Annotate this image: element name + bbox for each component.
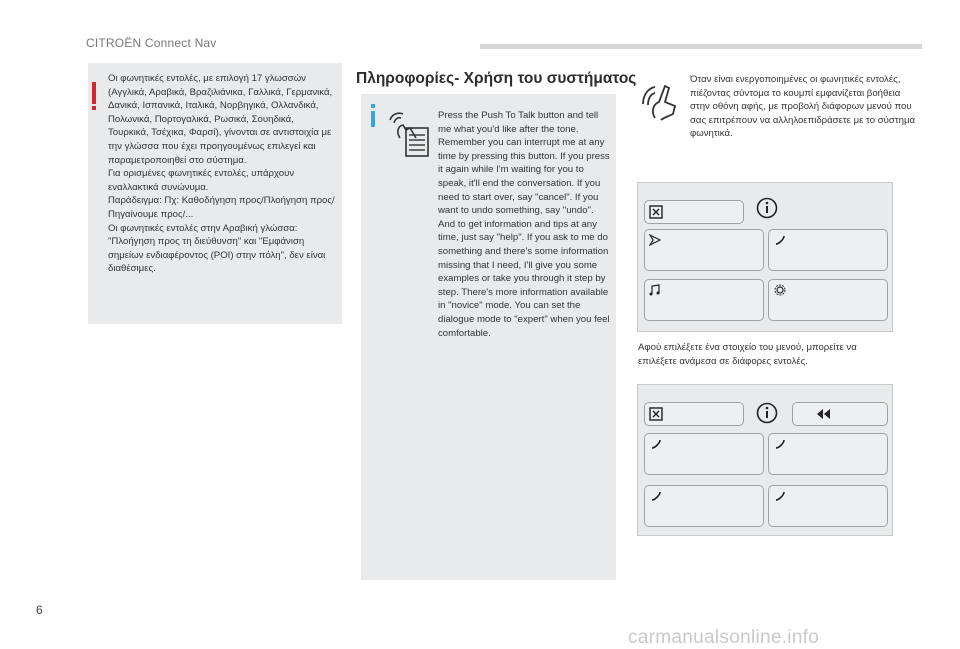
menu-commands-text: Αφού επιλέξετε ένα στοιχείο του μενού, μπορείτε να επιλέξετε ανάμεσα σε διάφορες εντολές. (638, 342, 857, 367)
info-icon[interactable] (756, 197, 778, 219)
phone-icon (650, 438, 662, 450)
section-title: Πληροφορίες- Χρήση του συστήματος (356, 70, 637, 87)
navigation-menu-button[interactable] (644, 229, 764, 271)
voice-menu-screen (637, 182, 893, 332)
phone-icon (650, 490, 662, 502)
close-button[interactable] (644, 200, 744, 224)
phone-icon (774, 490, 786, 502)
navigation-icon (649, 234, 661, 246)
close-x-icon (649, 407, 663, 421)
command-button[interactable] (644, 485, 764, 527)
push-to-talk-icon (386, 108, 432, 158)
phone-icon (774, 438, 786, 450)
header-title: CITROËN Connect Nav (86, 36, 217, 50)
music-menu-button[interactable] (644, 279, 764, 321)
info-icon[interactable] (756, 402, 778, 424)
back-button[interactable] (792, 402, 888, 426)
command-button[interactable] (644, 433, 764, 475)
music-icon (649, 284, 661, 296)
info-marker-icon (371, 111, 375, 127)
header-divider (480, 44, 922, 49)
voice-command-icon (641, 82, 681, 122)
phone-icon (774, 234, 786, 246)
voice-commands-screen (637, 384, 893, 536)
warning-icon-dot (92, 106, 96, 110)
close-x-icon (649, 205, 663, 219)
warning-icon (92, 82, 96, 104)
info-marker-dot (371, 104, 375, 108)
command-button[interactable] (768, 485, 888, 527)
close-button[interactable] (644, 402, 744, 426)
settings-icon (774, 284, 786, 296)
voice-help-intro: Όταν είναι ενεργοποιημένες οι φωνητικές εντολές, πιέζοντας σύντομα το κουμπί εμφανίζεται βοήθεια στην οθόνη αφής, με προβολή διάφορων μενού που σας επιτρέπουν να αλληλοεπιδράσετε με το σύστημα φωνητικά. (690, 74, 916, 140)
back-icon (815, 407, 831, 421)
info-text: Press the Push To Talk button and tell me what you'd like after the tone. Remember you can interrupt me at any time by pressing this button. If you press it again while I'm waiting for you to speak, it'll end the conversation. If you need to start over, say "cancel". If you want to undo something, say "undo". And to get information and tips at any time, just say "help". If you ask to me do something and there's some information missing that I need, I'll give you some examples or take you through it step by step. There's more information available in "novice" mode. You can set the dialogue mode to "expert" when you feel comfortable. (438, 110, 610, 339)
warning-note-text: Οι φωνητικές εντολές, με επιλογή 17 γλωσσών (Αγγλικά, Αραβικά, Βραζιλιάνικα, Γαλλικά, Γερμανικά, Δανικά, Ισπανικά, Ιταλικά, Νορβηγικά, Ολλανδικά, Πολωνικά, Πορτογαλικά, Ρωσικά, Σουηδικά, Τουρκικά, Τσέχικα, Φαρσί), γίνονται σε αντιστοιχία με την γλώσσα που έχει προηγουμένως επιλεγεί και παραμετροποιηθεί στο σύστημα. Για ορισμένες φωνητικές εντολές, υπάρχουν εναλλακτικά συνώνυμα. Παράδειγμα: Πχ: Καθοδήγηση προς/Πλοήγηση προς/Πηγαίνουμε προς/... Οι φωνητικές εντολές στην Αραβική γλώσσα: "Πλοήγηση προς τη διεύθυνση" και "Εμφάνιση σημείων ενδιαφέροντος (POI) στην πόλη", δεν είναι διαθέσιμες. (108, 73, 335, 275)
settings-menu-button[interactable] (768, 279, 888, 321)
command-button[interactable] (768, 433, 888, 475)
page-number: 6 (36, 603, 43, 617)
phone-menu-button[interactable] (768, 229, 888, 271)
watermark: carmanualsonline.info (628, 627, 820, 648)
